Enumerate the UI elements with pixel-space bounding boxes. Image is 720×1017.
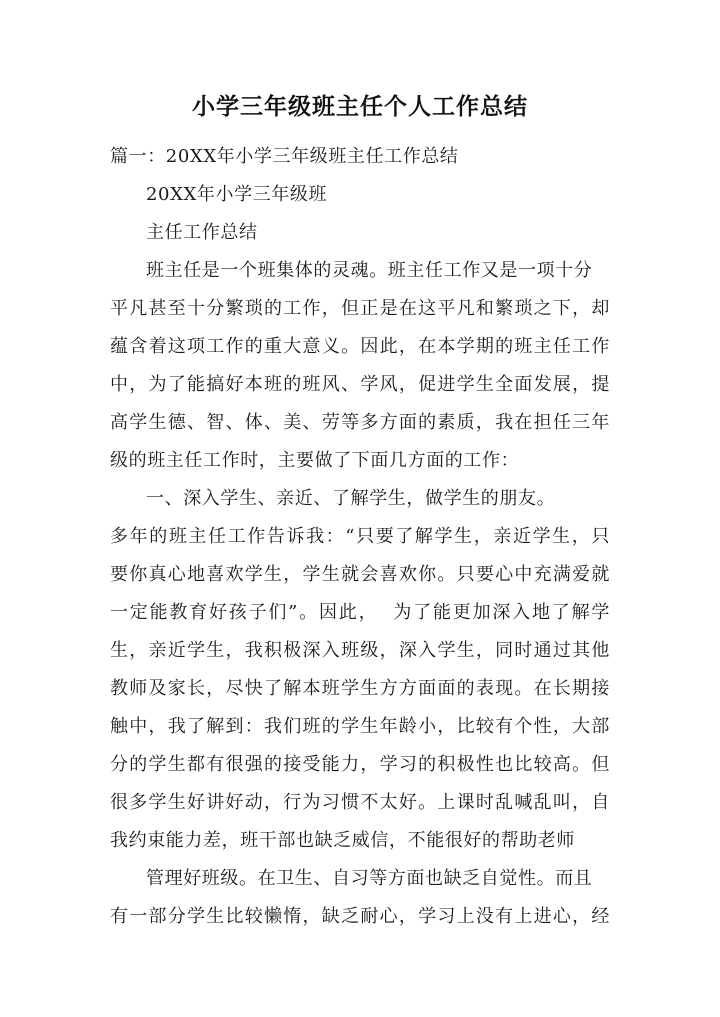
section-heading: 篇一：20XX年小学三年级班主任工作总结	[110, 146, 459, 167]
subheading-line-1: 20XX年小学三年级班	[146, 184, 328, 205]
document-title: 小学三年级班主任个人工作总结	[192, 94, 528, 120]
paragraph-line: 触中，我了解到：我们班的学生年龄小，比较有个性，大部	[110, 716, 610, 737]
paragraph-line: 平凡甚至十分繁琐的工作，但正是在这平凡和繁琐之下，却	[110, 298, 610, 319]
paragraph-line: 级的班主任工作时，主要做了下面几方面的工作：	[110, 450, 520, 471]
paragraph-line: 多年的班主任工作告诉我：“只要了解学生，亲近学生，只	[110, 526, 610, 547]
paragraph-line: 中，为了能搞好本班的班风、学风，促进学生全面发展，提	[110, 374, 610, 395]
paragraph-line: 有一部分学生比较懒惰，缺乏耐心，学习上没有上进心，经	[110, 906, 610, 927]
paragraph-line: 高学生德、智、体、美、劳等多方面的素质，我在担任三年	[110, 412, 610, 433]
paragraph-line: 一定能教育好孩子们”。因此， 为了能更加深入地了解学	[110, 602, 610, 623]
paragraph-line: 要你真心地喜欢学生，学生就会喜欢你。只要心中充满爱就	[110, 564, 610, 585]
paragraph-line: 分的学生都有很强的接受能力，学习的积极性也比较高。但	[110, 754, 610, 775]
paragraph-line: 管理好班级。在卫生、自习等方面也缺乏自觉性。而且	[146, 868, 593, 889]
paragraph-line: 我约束能力差，班干部也缺乏威信，不能很好的帮助老师	[110, 830, 575, 851]
paragraph-line: 蕴含着这项工作的重大意义。因此，在本学期的班主任工作	[110, 336, 610, 357]
subheading-line-2: 主任工作总结	[146, 222, 258, 243]
paragraph-line: 教师及家长，尽快了解本班学生方方面面的表现。在长期接	[110, 678, 610, 699]
paragraph-line: 一、深入学生、亲近、了解学生，做学生的朋友。	[146, 488, 556, 509]
paragraph-line: 很多学生好讲好动，行为习惯不太好。上课时乱喊乱叫，自	[110, 792, 610, 813]
paragraph-line: 生，亲近学生，我积极深入班级，深入学生，同时通过其他	[110, 640, 610, 661]
paragraph-line: 班主任是一个班集体的灵魂。班主任工作又是一项十分	[146, 260, 593, 281]
